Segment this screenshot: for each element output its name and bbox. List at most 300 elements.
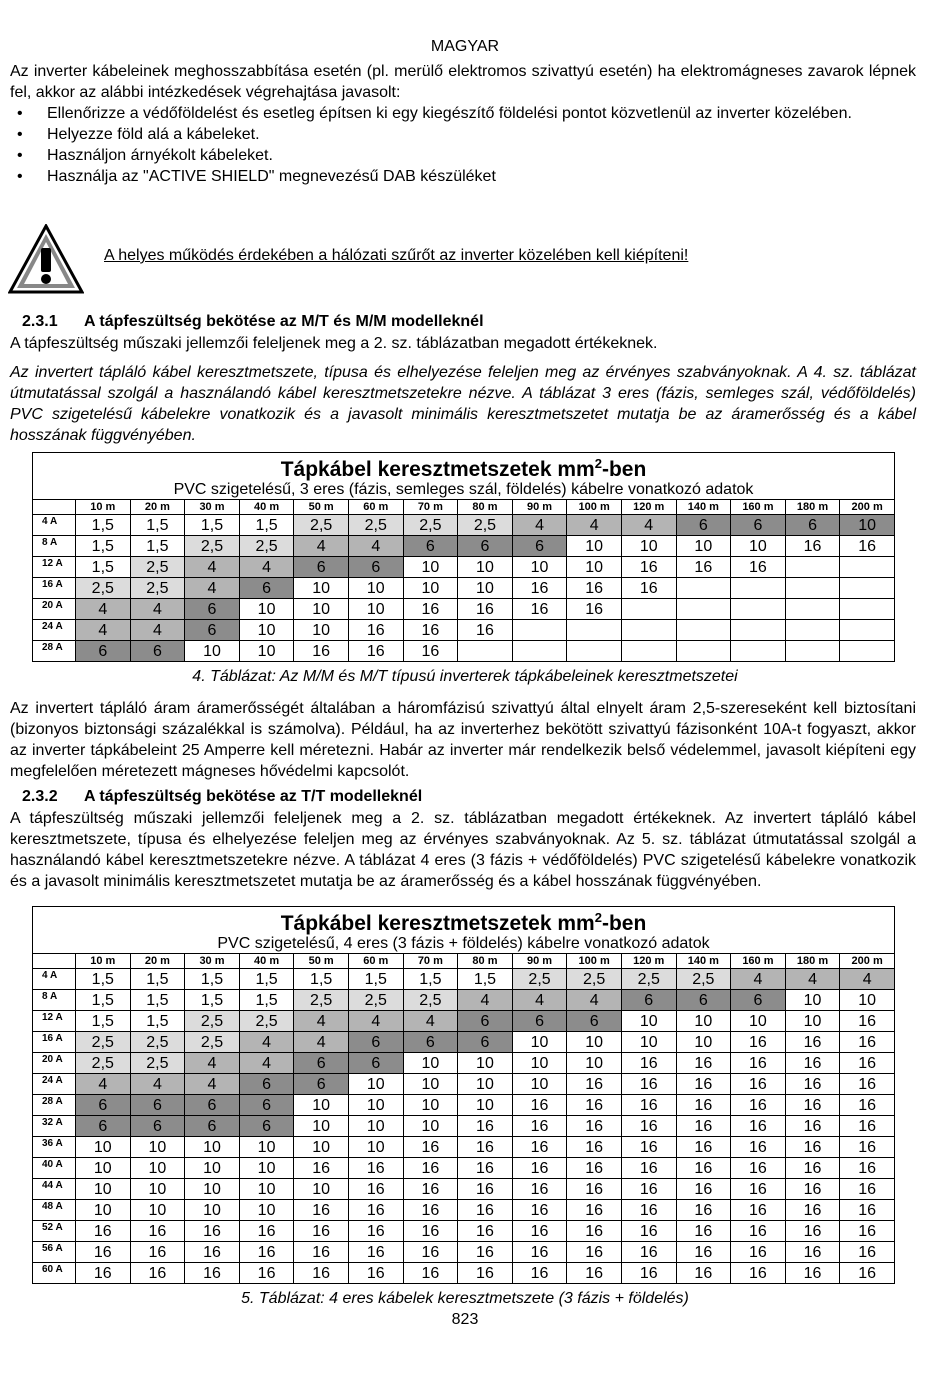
cross-section-cell: 10 <box>294 1137 349 1158</box>
cross-section-cell: 4 <box>731 969 786 990</box>
cross-section-cell: 6 <box>676 990 731 1011</box>
table-row <box>33 557 895 578</box>
distance-header: 80 m <box>458 954 513 969</box>
cross-section-cell: 10 <box>567 557 622 578</box>
cross-section-cell: 1,5 <box>239 515 294 536</box>
cross-section-cell: 10 <box>567 1032 622 1053</box>
distance-header: 180 m <box>785 500 840 515</box>
cross-section-cell: 16 <box>731 1242 786 1263</box>
list-item-text: Helyezze föld alá a kábeleket. <box>47 126 260 143</box>
cross-section-cell: 10 <box>512 1053 567 1074</box>
cross-section-cell: 16 <box>840 536 895 557</box>
distance-header: 140 m <box>676 500 731 515</box>
cross-section-cell: 16 <box>840 1011 895 1032</box>
cross-section-cell: 6 <box>458 1032 513 1053</box>
distance-header: 30 m <box>185 954 240 969</box>
current-paragraph: Az invertert tápláló áram áramerősségét általában a háromfázisú szivattyú által elnyelt áram 2,5-szereseként kell biztosítani (bizonyos biztonsági százalékkal is számolva). Például, ha az inverterhez bekötött szivattyú fázisonként 10A-t fogyaszt, akkor az inverter tápkábeleint 25 Amperre kell méretezni. Habár az inverter már rendelkezik belső védelemmel, javasolt kiépíteni egy megfelelően méretezett mágneses hővédelmi kapcsolót. <box>10 700 916 780</box>
section-title: A tápfeszültség bekötése az T/T modelleknél <box>84 788 423 805</box>
cross-section-cell: 1,5 <box>130 536 185 557</box>
distance-header: 90 m <box>512 954 567 969</box>
cross-section-cell: 2,5 <box>76 578 131 599</box>
cross-section-cell: 10 <box>458 1074 513 1095</box>
cross-section-cell: 16 <box>731 1221 786 1242</box>
cross-section-cell: 16 <box>130 1242 185 1263</box>
current-label: 28 A <box>33 641 76 662</box>
bullet-symbol: • <box>17 147 23 164</box>
cross-section-cell: 10 <box>185 641 240 662</box>
cross-section-cell: 16 <box>294 1263 349 1284</box>
recommendation-list <box>10 103 916 187</box>
table-row <box>33 641 895 662</box>
cross-section-cell: 16 <box>458 1158 513 1179</box>
intro-paragraph: Az inverter kábeleinek meghosszabbítása esetén (pl. merülő elektromos szivattyú esetén) ha elektromágneses zavarok lépnek fel, akkor az alábbi intézkedések végrehajtása javasolt: <box>10 63 916 101</box>
table-row <box>33 599 895 620</box>
cross-section-cell: 16 <box>676 1095 731 1116</box>
cross-section-cell: 16 <box>731 1074 786 1095</box>
cross-section-cell: 16 <box>512 1095 567 1116</box>
cross-section-cell: 16 <box>403 1263 458 1284</box>
cross-section-cell: 6 <box>458 536 513 557</box>
cross-section-cell: 10 <box>76 1137 131 1158</box>
table-row <box>33 1263 895 1284</box>
cross-section-cell: 16 <box>348 1179 403 1200</box>
cross-section-cell: 16 <box>512 1179 567 1200</box>
cross-section-cell: 2,5 <box>458 515 513 536</box>
cross-section-cell: 1,5 <box>403 969 458 990</box>
cross-section-cell: 2,5 <box>403 515 458 536</box>
cross-section-cell: 6 <box>294 557 349 578</box>
cross-section-cell: 16 <box>785 1137 840 1158</box>
cross-section-cell: 2,5 <box>239 536 294 557</box>
cross-section-cell: 16 <box>294 1242 349 1263</box>
cross-section-cell: 10 <box>130 1200 185 1221</box>
current-label: 40 A <box>33 1158 76 1179</box>
cross-section-cell: 6 <box>403 1032 458 1053</box>
cross-section-cell: 16 <box>185 1263 240 1284</box>
current-label: 4 A <box>33 969 76 990</box>
cross-section-cell: 16 <box>840 1074 895 1095</box>
table-row <box>33 969 895 990</box>
cross-section-cell: 16 <box>512 1137 567 1158</box>
cross-section-cell: 16 <box>458 1200 513 1221</box>
cross-section-cell: 16 <box>294 1200 349 1221</box>
cross-section-cell: 16 <box>130 1221 185 1242</box>
cross-section-cell: 16 <box>348 1200 403 1221</box>
cross-section-cell: 4 <box>185 578 240 599</box>
cross-section-cell: 10 <box>76 1158 131 1179</box>
cross-section-cell: 10 <box>130 1179 185 1200</box>
distance-header: 90 m <box>512 500 567 515</box>
current-label: 8 A <box>33 990 76 1011</box>
cross-section-cell: 10 <box>348 1116 403 1137</box>
cross-section-cell: 4 <box>785 969 840 990</box>
cross-section-cell: 2,5 <box>185 1032 240 1053</box>
cross-section-cell: 16 <box>512 1263 567 1284</box>
cross-section-cell <box>512 620 567 641</box>
cross-section-cell: 10 <box>621 536 676 557</box>
table-row <box>33 1158 895 1179</box>
cross-section-cell: 10 <box>621 1032 676 1053</box>
table-row <box>33 1242 895 1263</box>
cross-section-cell: 16 <box>567 1179 622 1200</box>
table-title: Tápkábel keresztmetszetek $mm^2$-ben PVC szigetelésű, 4 eres (3 fázis + földelés) kábelre vonatkozó adatok <box>33 907 895 954</box>
cross-section-cell: 16 <box>512 599 567 620</box>
corner-cell <box>33 500 76 515</box>
cross-section-cell: 10 <box>785 990 840 1011</box>
cross-section-cell: 4 <box>130 1074 185 1095</box>
cross-section-cell: 2,5 <box>130 1032 185 1053</box>
cross-section-cell: 10 <box>403 1095 458 1116</box>
cross-section-cell: 10 <box>76 1200 131 1221</box>
cross-section-cell: 16 <box>294 641 349 662</box>
distance-header: 140 m <box>676 954 731 969</box>
cross-section-cell: 16 <box>458 1242 513 1263</box>
current-label: 60 A <box>33 1263 76 1284</box>
cross-section-cell: 10 <box>239 620 294 641</box>
cross-section-cell: 4 <box>840 969 895 990</box>
cross-section-cell: 16 <box>785 1242 840 1263</box>
table-row <box>33 1116 895 1137</box>
cross-section-cell: 1,5 <box>76 515 131 536</box>
cross-section-cell <box>840 578 895 599</box>
current-label: 44 A <box>33 1179 76 1200</box>
cross-section-cell: 10 <box>840 990 895 1011</box>
cross-section-cell: 10 <box>403 557 458 578</box>
cross-section-cell: 16 <box>294 1221 349 1242</box>
cross-section-cell <box>731 620 786 641</box>
cross-section-cell: 10 <box>239 1179 294 1200</box>
cross-section-cell: 4 <box>76 620 131 641</box>
distance-header: 120 m <box>621 500 676 515</box>
corner-cell <box>33 954 76 969</box>
cross-section-cell: 16 <box>621 1137 676 1158</box>
cross-section-cell: 6 <box>731 990 786 1011</box>
cross-section-cell: 6 <box>621 990 676 1011</box>
cross-section-cell: 10 <box>239 599 294 620</box>
table-row <box>33 1179 895 1200</box>
warning-text: A helyes működés érdekében a hálózati szűrőt az inverter közelében kell kiépíteni! <box>104 247 689 264</box>
cross-section-cell: 2,5 <box>76 1053 131 1074</box>
cross-section-cell <box>621 599 676 620</box>
cross-section-cell: 16 <box>348 1263 403 1284</box>
cross-section-cell: 16 <box>76 1263 131 1284</box>
cross-section-cell <box>621 620 676 641</box>
distance-header: 70 m <box>403 500 458 515</box>
cross-section-cell: 1,5 <box>348 969 403 990</box>
cross-section-cell: 2,5 <box>512 969 567 990</box>
current-label: 8 A <box>33 536 76 557</box>
cross-section-cell <box>621 641 676 662</box>
cross-section-cell <box>785 599 840 620</box>
cross-section-cell: 10 <box>130 1137 185 1158</box>
table-row <box>33 1095 895 1116</box>
cross-section-cell: 16 <box>239 1263 294 1284</box>
cross-section-cell: 16 <box>731 1200 786 1221</box>
table-caption: 5. Táblázat: 4 eres kábelek keresztmetszete (3 fázis + földelés) <box>241 1290 689 1307</box>
cross-section-cell: 1,5 <box>76 1011 131 1032</box>
cross-section-cell: 2,5 <box>621 969 676 990</box>
warning-triangle-icon <box>8 224 84 294</box>
cross-section-cell: 4 <box>294 1032 349 1053</box>
distance-header: 160 m <box>731 954 786 969</box>
cross-section-cell <box>567 641 622 662</box>
cross-section-cell <box>676 578 731 599</box>
current-label: 16 A <box>33 1032 76 1053</box>
cross-section-cell: 16 <box>731 1032 786 1053</box>
cross-section-cell: 10 <box>676 1032 731 1053</box>
cross-section-cell: 10 <box>348 1074 403 1095</box>
distance-header: 50 m <box>294 500 349 515</box>
current-label: 52 A <box>33 1221 76 1242</box>
cross-section-cell <box>731 641 786 662</box>
table-row <box>33 1200 895 1221</box>
current-label: 12 A <box>33 1011 76 1032</box>
cross-section-cell <box>785 641 840 662</box>
cross-section-cell: 16 <box>512 1242 567 1263</box>
cross-section-cell: 10 <box>676 536 731 557</box>
cross-section-cell: 16 <box>348 641 403 662</box>
current-label: 4 A <box>33 515 76 536</box>
cross-section-cell: 1,5 <box>185 969 240 990</box>
cross-section-cell: 16 <box>785 1032 840 1053</box>
cross-section-cell: 16 <box>185 1221 240 1242</box>
list-item <box>10 166 916 187</box>
cross-section-cell <box>840 641 895 662</box>
cross-section-cell: 4 <box>567 990 622 1011</box>
cross-section-cell: 10 <box>294 620 349 641</box>
cross-section-cell: 16 <box>785 1158 840 1179</box>
table-row <box>33 1032 895 1053</box>
cross-section-cell: 16 <box>512 1200 567 1221</box>
cross-section-cell: 16 <box>130 1263 185 1284</box>
cross-section-cell: 4 <box>130 620 185 641</box>
cross-section-cell <box>785 620 840 641</box>
section-paragraph: Az invertert tápláló kábel keresztmetszete, típusa és elhelyezése feleljen meg az érvényes szabványoknak. A 4. sz. táblázat útmutatással szolgál a használandó kábel keresztmetszetekre nézve. A táblázat 3 eres (fázis, semleges szál, védőföldelés) PVC szigetelésű kábelekre vonatkozik és a javasolt minimális keresztmetszetet mutatja be az áramerősség és a kábel hosszának függvényében. <box>10 364 916 444</box>
current-label: 12 A <box>33 557 76 578</box>
cross-section-cell: 16 <box>512 578 567 599</box>
cross-section-cell: 16 <box>621 578 676 599</box>
cross-section-cell <box>840 557 895 578</box>
cross-section-cell: 2,5 <box>403 990 458 1011</box>
cross-section-cell: 10 <box>567 536 622 557</box>
distance-header: 100 m <box>567 500 622 515</box>
cross-section-cell: 4 <box>76 1074 131 1095</box>
table-row <box>33 620 895 641</box>
cross-section-cell: 10 <box>239 641 294 662</box>
cross-section-cell: 1,5 <box>239 990 294 1011</box>
cross-section-cell: 6 <box>512 1011 567 1032</box>
list-item-text: Ellenőrizze a védőföldelést és esetleg építsen ki egy kiegészítő földelési pontot közvetlenül az inverter közelében. <box>47 105 852 122</box>
cross-section-cell: 10 <box>458 1053 513 1074</box>
cross-section-cell: 6 <box>239 1095 294 1116</box>
cross-section-cell: 16 <box>403 1179 458 1200</box>
bullet-symbol: • <box>17 105 23 122</box>
cross-section-cell: 16 <box>731 1158 786 1179</box>
distance-header-row <box>33 954 895 969</box>
cross-section-cell: 2,5 <box>130 557 185 578</box>
cross-section-cell: 16 <box>785 1074 840 1095</box>
cross-section-cell: 10 <box>512 1032 567 1053</box>
cross-section-cell: 16 <box>731 1179 786 1200</box>
page-header: MAGYAR <box>430 38 500 55</box>
cross-section-cell: 2,5 <box>348 990 403 1011</box>
distance-header: 200 m <box>840 954 895 969</box>
cross-section-cell: 2,5 <box>130 578 185 599</box>
cross-section-cell: 16 <box>403 1137 458 1158</box>
cross-section-cell: 10 <box>294 578 349 599</box>
cross-section-cell: 16 <box>785 1221 840 1242</box>
cross-section-cell: 4 <box>294 1011 349 1032</box>
cross-section-cell: 16 <box>403 599 458 620</box>
cross-section-cell: 6 <box>458 1011 513 1032</box>
cross-section-cell: 2,5 <box>185 536 240 557</box>
cross-section-cell: 6 <box>348 557 403 578</box>
page-number: 823 <box>451 1311 479 1328</box>
cross-section-cell: 16 <box>567 599 622 620</box>
cross-section-cell: 16 <box>840 1200 895 1221</box>
cross-section-cell: 16 <box>403 1221 458 1242</box>
cross-section-cell: 16 <box>567 1200 622 1221</box>
cross-section-cell: 16 <box>567 1242 622 1263</box>
cross-section-cell: 10 <box>458 557 513 578</box>
table-row <box>33 578 895 599</box>
cross-section-cell: 16 <box>458 599 513 620</box>
cross-section-cell: 2,5 <box>294 990 349 1011</box>
cross-section-cell: 10 <box>403 1074 458 1095</box>
cross-section-cell: 16 <box>621 1116 676 1137</box>
section-paragraph: A tápfeszültség műszaki jellemzői feleljenek meg a 2. sz. táblázatban megadott értékeknek. <box>10 335 658 352</box>
cross-section-cell: 16 <box>676 1179 731 1200</box>
cross-section-cell: 16 <box>676 1137 731 1158</box>
cross-section-cell: 16 <box>621 1053 676 1074</box>
cross-section-cell: 16 <box>403 1242 458 1263</box>
cross-section-cell: 16 <box>621 557 676 578</box>
cross-section-cell: 16 <box>403 620 458 641</box>
cross-section-cell: 6 <box>348 1053 403 1074</box>
table-row <box>33 536 895 557</box>
cross-section-cell: 16 <box>239 1242 294 1263</box>
cross-section-cell: 10 <box>348 1095 403 1116</box>
cross-section-cell: 4 <box>621 515 676 536</box>
cross-section-cell <box>785 557 840 578</box>
cross-section-cell: 6 <box>130 1095 185 1116</box>
cross-section-cell: 10 <box>348 578 403 599</box>
distance-header: 20 m <box>130 500 185 515</box>
distance-header: 60 m <box>348 954 403 969</box>
cross-section-cell <box>512 641 567 662</box>
current-label: 32 A <box>33 1116 76 1137</box>
cross-section-cell: 16 <box>731 1095 786 1116</box>
cross-section-cell: 4 <box>185 1053 240 1074</box>
cross-section-cell: 16 <box>621 1074 676 1095</box>
cross-section-cell: 1,5 <box>185 990 240 1011</box>
cross-section-cell: 6 <box>130 641 185 662</box>
cross-section-cell: 16 <box>676 557 731 578</box>
cross-section-cell: 10 <box>458 1095 513 1116</box>
cross-section-cell: 10 <box>731 1011 786 1032</box>
table-row <box>33 990 895 1011</box>
cross-section-cell: 16 <box>731 1116 786 1137</box>
cross-section-cell: 1,5 <box>294 969 349 990</box>
cross-section-cell <box>676 620 731 641</box>
cross-section-cell: 16 <box>840 1053 895 1074</box>
cross-section-cell: 1,5 <box>76 969 131 990</box>
cross-section-cell: 6 <box>239 1074 294 1095</box>
cross-section-cell: 16 <box>512 1221 567 1242</box>
table-row <box>33 1011 895 1032</box>
cross-section-cell <box>676 641 731 662</box>
cross-section-cell: 6 <box>567 1011 622 1032</box>
cross-section-cell: 16 <box>621 1221 676 1242</box>
current-label: 24 A <box>33 1074 76 1095</box>
cross-section-cell: 16 <box>512 1158 567 1179</box>
section-title: A tápfeszültség bekötése az M/T és M/M modelleknél <box>84 313 484 330</box>
cross-section-cell: 6 <box>294 1053 349 1074</box>
cross-section-cell: 16 <box>731 1263 786 1284</box>
cross-section-cell: 10 <box>239 1200 294 1221</box>
cross-section-cell: 4 <box>567 515 622 536</box>
cross-section-cell: 16 <box>458 1179 513 1200</box>
cross-section-cell: 10 <box>348 1137 403 1158</box>
cross-section-cell: 4 <box>512 515 567 536</box>
cross-section-cell: 4 <box>294 536 349 557</box>
current-label: 56 A <box>33 1242 76 1263</box>
cable-table-4 <box>32 452 895 662</box>
cross-section-cell: 6 <box>294 1074 349 1095</box>
cross-section-cell: 16 <box>840 1221 895 1242</box>
cross-section-cell: 16 <box>621 1242 676 1263</box>
cross-section-cell: 4 <box>512 990 567 1011</box>
cross-section-cell: 16 <box>567 1116 622 1137</box>
cross-section-cell: 16 <box>348 1242 403 1263</box>
table-row <box>33 1221 895 1242</box>
distance-header: 80 m <box>458 500 513 515</box>
current-label: 36 A <box>33 1137 76 1158</box>
cross-section-cell: 16 <box>621 1263 676 1284</box>
section-paragraph: A tápfeszültség műszaki jellemzői feleljenek meg a 2. sz. táblázatban megadott értékeknek. Az invertert tápláló kábel keresztmetszete, típusa és elhelyezése feleljen meg az érvényes szabványoknak. Az 5. sz. táblázat útmutatással szolgál a használandó kábel keresztmetszetekre nézve. A táblázat 4 eres (3 fázis + védőföldelés) PVC szigetelésű kábelekre vonatkozik és a javasolt minimális keresztmetszetet mutatja be az áramerősség és a kábel hosszának függvényében. <box>10 810 916 890</box>
distance-header: 120 m <box>621 954 676 969</box>
section-number: 2.3.2 <box>22 788 58 805</box>
cross-section-cell: 16 <box>567 1095 622 1116</box>
cross-section-cell: 16 <box>676 1242 731 1263</box>
cross-section-cell: 10 <box>731 536 786 557</box>
cross-section-cell <box>567 620 622 641</box>
bullet-symbol: • <box>17 126 23 143</box>
cross-section-cell: 16 <box>676 1200 731 1221</box>
cross-section-cell: 4 <box>76 599 131 620</box>
cross-section-cell: 16 <box>621 1158 676 1179</box>
cross-section-cell: 10 <box>185 1200 240 1221</box>
cross-section-cell: 10 <box>239 1137 294 1158</box>
cross-section-cell: 10 <box>185 1137 240 1158</box>
cross-section-cell: 6 <box>676 515 731 536</box>
cross-section-cell: 16 <box>840 1137 895 1158</box>
cross-section-cell: 16 <box>185 1242 240 1263</box>
distance-header: 70 m <box>403 954 458 969</box>
cross-section-cell: 10 <box>348 599 403 620</box>
cross-section-cell: 6 <box>76 1095 131 1116</box>
distance-header: 40 m <box>239 954 294 969</box>
cross-section-cell: 16 <box>567 1074 622 1095</box>
cross-section-cell: 10 <box>512 557 567 578</box>
cross-section-cell: 16 <box>731 557 786 578</box>
cross-section-cell: 16 <box>458 1116 513 1137</box>
cross-section-cell: 4 <box>185 557 240 578</box>
cross-section-cell: 16 <box>785 1263 840 1284</box>
list-item <box>10 145 916 166</box>
cross-section-cell: 2,5 <box>239 1011 294 1032</box>
cross-section-cell: 10 <box>621 1011 676 1032</box>
